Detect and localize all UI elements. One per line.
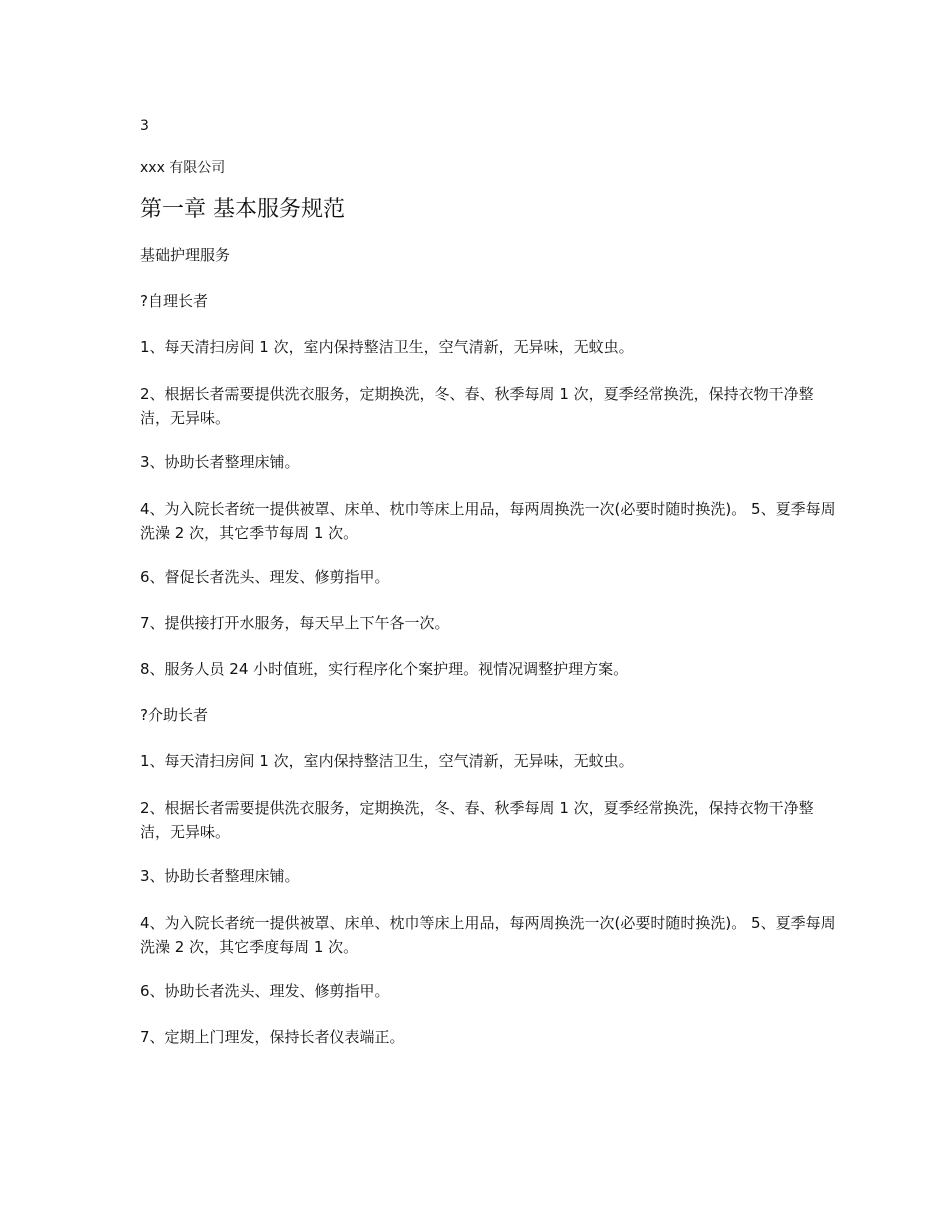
assisted-item-3: 3、协助长者整理床铺。 [140,867,300,885]
assisted-item-6: 6、协助长者洗头、理发、修剪指甲。 [140,982,390,1000]
assisted-item-1: 1、每天清扫房间 1 次，室内保持整洁卫生，空气清新，无异味，无蚊虫。 [140,752,634,770]
self-care-item-4: 4、为入院长者统一提供被罩、床单、枕巾等床上用品，每两周换洗一次(必要时随时换洗)。 5、夏季每周洗澡 2 次，其它季节每周 1 次。 [140,500,836,542]
assisted-item-2: 2、根据长者需要提供洗衣服务，定期换洗，冬、春、秋季每周 1 次，夏季经常换洗，保持衣物干净整洁，无异味。 [140,799,814,841]
self-care-item-1: 1、每天清扫房间 1 次，室内保持整洁卫生，空气清新，无异味，无蚊虫。 [140,338,634,356]
self-care-item-6: 6、督促长者洗头、理发、修剪指甲。 [140,568,390,586]
self-care-item-3: 3、协助长者整理床铺。 [140,453,300,471]
group-title-assisted: ?介助长者 [140,706,208,724]
assisted-item-4: 4、为入院长者统一提供被罩、床单、枕巾等床上用品，每两周换洗一次(必要时随时换洗)。 5、夏季每周洗澡 2 次，其它季度每周 1 次。 [140,914,836,956]
self-care-item-8: 8、服务人员 24 小时值班，实行程序化个案护理。视情况调整护理方案。 [140,660,629,678]
company-name: xxx 有限公司 [140,160,226,176]
chapter-title: 第一章 基本服务规范 [140,197,345,222]
section-title: 基础护理服务 [140,246,231,264]
self-care-item-2: 2、根据长者需要提供洗衣服务，定期换洗，冬、春、秋季每周 1 次，夏季经常换洗，保持衣物干净整洁，无异味。 [140,385,814,427]
group-title-self-care: ?自理长者 [140,292,208,310]
page-content [140,116,840,1072]
assisted-item-7: 7、定期上门理发，保持长者仪表端正。 [140,1028,405,1046]
page-number: 3 [140,118,149,134]
self-care-item-7: 7、提供接打开水服务，每天早上下午各一次。 [140,614,450,632]
